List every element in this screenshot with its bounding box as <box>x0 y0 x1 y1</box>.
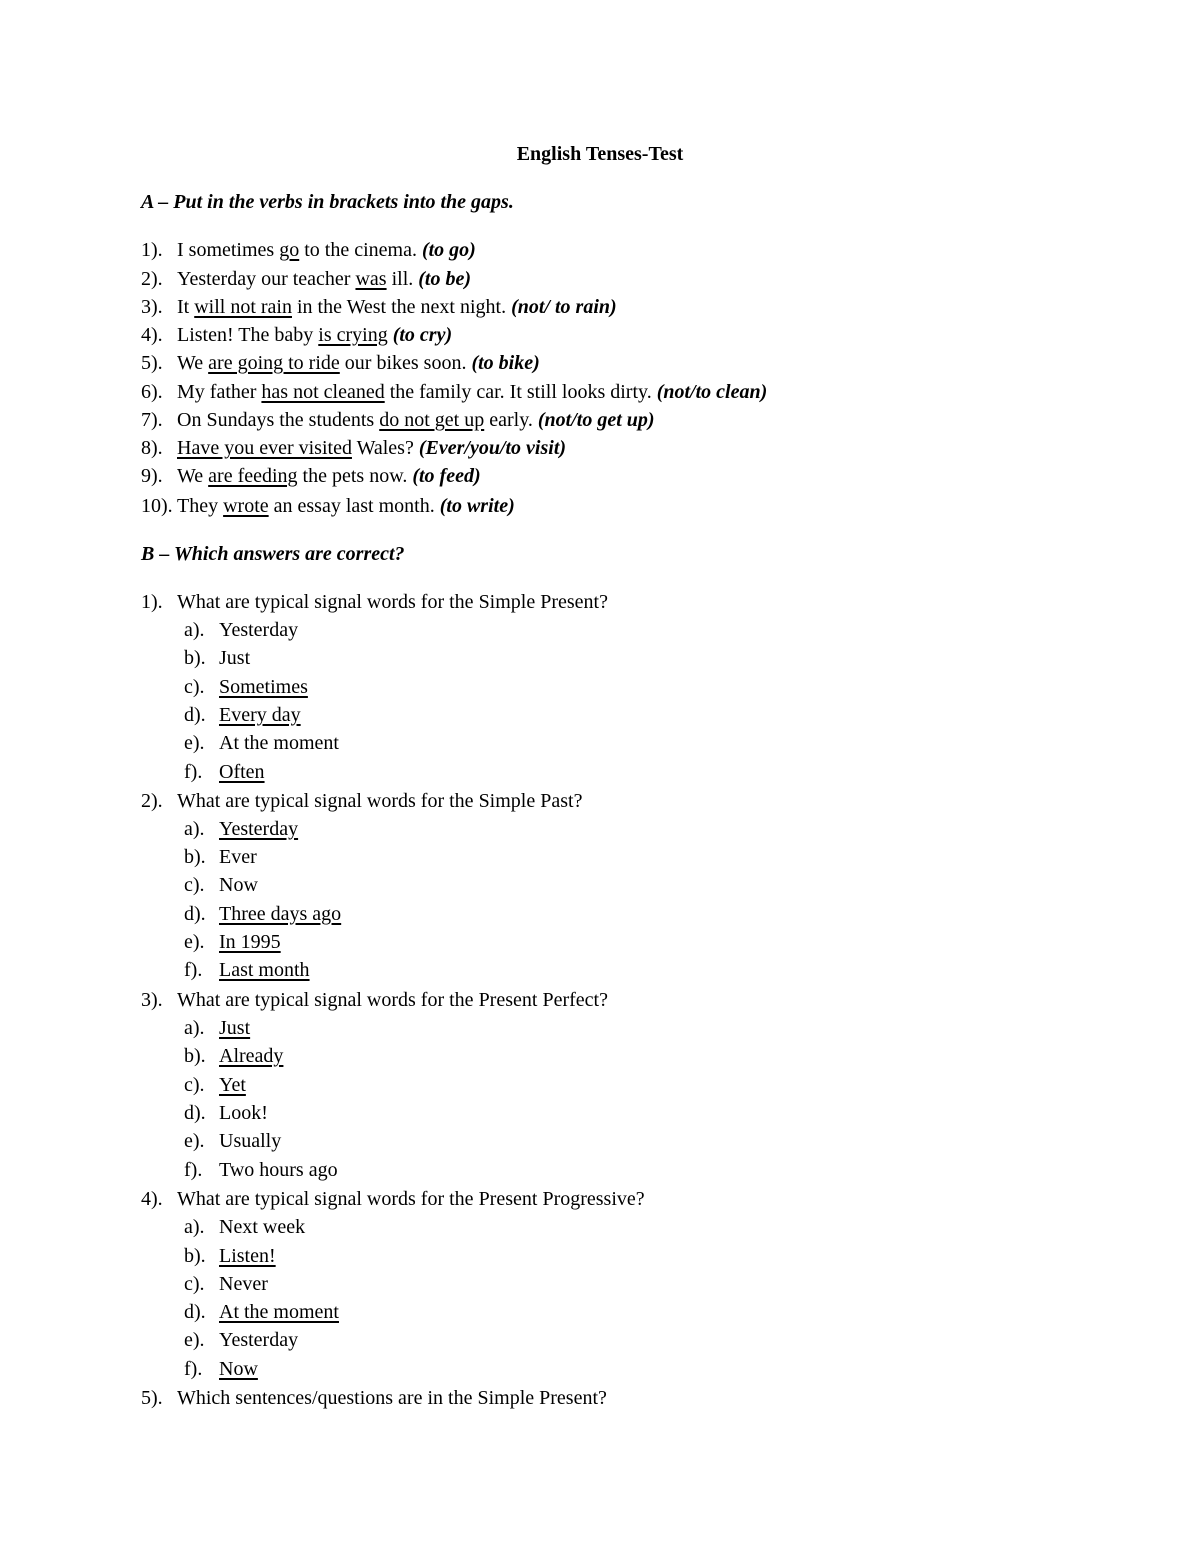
question-text: What are typical signal words for the Simple Present? <box>177 591 608 613</box>
option-letter: e). <box>184 1329 205 1351</box>
item-answer: wrote <box>223 495 269 517</box>
option <box>184 1214 305 1240</box>
section-b-heading: B – Which answers are correct? <box>141 543 405 565</box>
option-letter: c). <box>184 676 205 698</box>
item-number: 8). <box>141 437 163 459</box>
item-hint: (to cry) <box>392 324 453 346</box>
item-hint: (Ever/you/to visit) <box>418 437 567 459</box>
question <box>141 1385 607 1411</box>
item-hint: (to bike) <box>471 352 540 374</box>
section-a-item <box>141 407 655 433</box>
option-letter: f). <box>184 761 203 783</box>
question <box>141 788 582 814</box>
item-text-after: early. <box>484 409 538 431</box>
option-letter: b). <box>184 846 206 868</box>
item-text-before: I sometimes <box>177 239 280 261</box>
option-letter: d). <box>184 704 206 726</box>
option-text-correct: In 1995 <box>219 931 281 953</box>
question <box>141 589 608 615</box>
item-hint: (to be) <box>418 268 472 290</box>
option <box>184 1015 250 1041</box>
option-text: Look! <box>219 1102 268 1124</box>
item-text-before: They <box>177 495 224 517</box>
option <box>184 702 301 728</box>
question-number: 2). <box>141 790 163 812</box>
option <box>184 816 298 842</box>
option-text: Yesterday <box>219 619 299 641</box>
question <box>141 987 608 1013</box>
item-answer: are feeding <box>208 465 298 487</box>
option-text: Now <box>219 874 258 896</box>
question-number: 5). <box>141 1387 163 1409</box>
item-number: 6). <box>141 381 163 403</box>
item-text-after: the pets now. <box>297 465 413 487</box>
section-a-item <box>141 350 540 376</box>
item-number: 4). <box>141 324 163 346</box>
option-text: At the moment <box>219 732 339 754</box>
question-text: What are typical signal words for the Present Perfect? <box>177 989 608 1011</box>
option <box>184 1271 268 1297</box>
option-text: Never <box>219 1273 268 1295</box>
item-hint: (to write) <box>439 495 515 517</box>
option <box>184 759 265 785</box>
option <box>184 1299 339 1325</box>
option <box>184 1356 258 1382</box>
option-text-correct: Every day <box>219 704 301 726</box>
option-text-correct: Yet <box>219 1074 246 1096</box>
option <box>184 929 281 955</box>
question <box>141 1186 645 1212</box>
option-text-correct: Three days ago <box>219 903 342 925</box>
option-letter: f). <box>184 1159 203 1181</box>
option-text-correct: Last month <box>219 959 310 981</box>
section-a-item <box>141 463 481 489</box>
item-number: 5). <box>141 352 163 374</box>
option-letter: a). <box>184 1017 205 1039</box>
option-text-correct: Already <box>219 1045 284 1067</box>
option-letter: e). <box>184 931 205 953</box>
option <box>184 1072 246 1098</box>
option <box>184 617 298 643</box>
section-a-item <box>141 322 452 348</box>
item-hint: (not/to get up) <box>537 409 655 431</box>
option <box>184 674 308 700</box>
item-text-before: We <box>177 465 209 487</box>
section-a-heading: A – Put in the verbs in brackets into the gaps. <box>141 191 514 213</box>
item-text-after: to the cinema. <box>299 239 422 261</box>
item-text-after: ill. <box>386 268 419 290</box>
item-answer: was <box>355 268 387 290</box>
question-number: 3). <box>141 989 163 1011</box>
section-a-item <box>141 294 617 320</box>
item-text-before: Listen! The baby <box>177 324 319 346</box>
option-letter: e). <box>184 1130 205 1152</box>
option <box>184 1157 338 1183</box>
item-text-after: in the West the next night. <box>291 296 512 318</box>
item-text-before: It <box>177 296 195 318</box>
section-a-item <box>141 493 515 519</box>
section-a-item <box>141 379 767 405</box>
item-number: 3). <box>141 296 163 318</box>
option-letter: c). <box>184 874 205 896</box>
item-answer: Have you ever visited <box>177 437 352 459</box>
option-letter: a). <box>184 1216 205 1238</box>
option-letter: b). <box>184 1045 206 1067</box>
item-hint: (to go) <box>421 239 476 261</box>
option-letter: b). <box>184 1245 206 1267</box>
item-answer: is crying <box>318 324 388 346</box>
question-text: Which sentences/questions are in the Simple Present? <box>177 1387 607 1409</box>
item-text-before: My father <box>177 381 262 403</box>
option-text-correct: Now <box>219 1358 258 1380</box>
option-text-correct: Often <box>219 761 265 783</box>
option <box>184 730 339 756</box>
question-text: What are typical signal words for the Simple Past? <box>177 790 583 812</box>
question-number: 1). <box>141 591 163 613</box>
item-hint: (not/ to rain) <box>511 296 617 318</box>
item-number: 10). <box>141 495 173 517</box>
option-letter: c). <box>184 1273 205 1295</box>
option-letter: d). <box>184 1102 206 1124</box>
option-letter: e). <box>184 732 205 754</box>
option-text: Yesterday <box>219 1329 299 1351</box>
item-number: 9). <box>141 465 163 487</box>
option <box>184 957 310 983</box>
item-text-before: Yesterday our teacher <box>177 268 356 290</box>
option-letter: a). <box>184 619 205 641</box>
section-a-item <box>141 266 471 292</box>
item-hint: (not/to clean) <box>656 381 768 403</box>
item-text-after: an essay last month. <box>268 495 440 517</box>
option <box>184 901 341 927</box>
page-title: English Tenses-Test <box>516 143 684 165</box>
item-number: 7). <box>141 409 163 431</box>
option <box>184 645 250 671</box>
option-letter: b). <box>184 647 206 669</box>
option-text: Next week <box>219 1216 306 1238</box>
item-answer: do not get up <box>379 409 485 431</box>
item-answer: are going to ride <box>208 352 340 374</box>
option-letter: d). <box>184 903 206 925</box>
option <box>184 1128 281 1154</box>
option-letter: d). <box>184 1301 206 1323</box>
section-a-item <box>141 435 566 461</box>
option-text: Ever <box>219 846 257 868</box>
item-number: 2). <box>141 268 163 290</box>
item-answer: will not rain <box>194 296 292 318</box>
question-text: What are typical signal words for the Present Progressive? <box>177 1188 645 1210</box>
option-letter: f). <box>184 1358 203 1380</box>
option <box>184 1043 283 1069</box>
item-answer: has not cleaned <box>261 381 385 403</box>
option-text-correct: Listen! <box>219 1245 276 1267</box>
option <box>184 1100 268 1126</box>
option-text: Just <box>219 647 251 669</box>
option-text-correct: Yesterday <box>219 818 299 840</box>
option <box>184 1327 298 1353</box>
item-text-after: the family car. It still looks dirty. <box>384 381 657 403</box>
option <box>184 872 258 898</box>
option-text: Two hours ago <box>219 1159 338 1181</box>
option <box>184 844 257 870</box>
item-number: 1). <box>141 239 163 261</box>
question-number: 4). <box>141 1188 163 1210</box>
item-text-before: We <box>177 352 209 374</box>
option-text-correct: Just <box>219 1017 251 1039</box>
item-answer: go <box>279 239 300 261</box>
section-a-item <box>141 237 476 263</box>
item-text-after: our bikes soon. <box>339 352 472 374</box>
option-text-correct: At the moment <box>219 1301 339 1323</box>
option-letter: a). <box>184 818 205 840</box>
item-text-after: Wales? <box>351 437 419 459</box>
item-hint: (to feed) <box>412 465 481 487</box>
option <box>184 1243 276 1269</box>
item-text-before: On Sundays the students <box>177 409 380 431</box>
option-text-correct: Sometimes <box>219 676 308 698</box>
option-text: Usually <box>219 1130 282 1152</box>
option-letter: c). <box>184 1074 205 1096</box>
option-letter: f). <box>184 959 203 981</box>
